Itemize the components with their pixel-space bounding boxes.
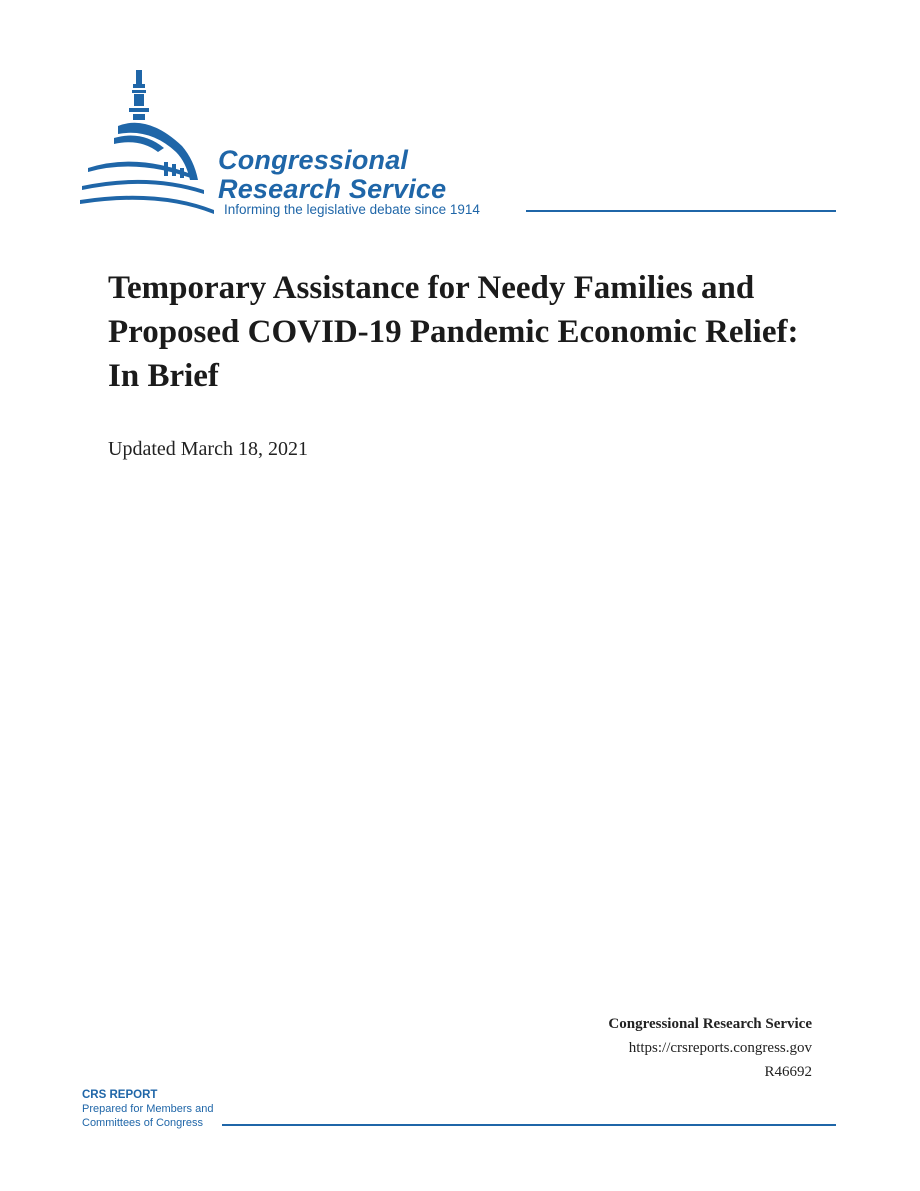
footer-divider: [222, 1124, 836, 1126]
crs-report-footer: [82, 1088, 838, 1138]
report-title: Temporary Assistance for Needy Families and Proposed COVID-19 Pandemic Economic Relief: In Brief: [108, 270, 799, 394]
crs-logo: [78, 64, 838, 224]
wordmark-line-1: Congressional: [218, 145, 409, 175]
footer-label: CRS REPORT: [82, 1089, 158, 1101]
footer-line-3: Committees of Congress: [82, 1117, 204, 1129]
logo-tagline: Informing the legislative debate since 1914: [224, 202, 480, 217]
wordmark-line-2: Research Service: [218, 174, 447, 204]
publisher-url[interactable]: https://crsreports.congress.gov: [628, 1040, 812, 1056]
publisher-block: [608, 1012, 812, 1084]
organization-wordmark: [218, 146, 446, 204]
updated-date: Updated March 18, 2021: [108, 438, 308, 460]
capitol-dome-icon: [78, 64, 228, 224]
report-number: R46692: [764, 1064, 812, 1080]
publisher-organization: Congressional Research Service: [608, 1016, 812, 1032]
footer-line-2: Prepared for Members and: [82, 1103, 214, 1115]
logo-divider: [526, 210, 836, 212]
